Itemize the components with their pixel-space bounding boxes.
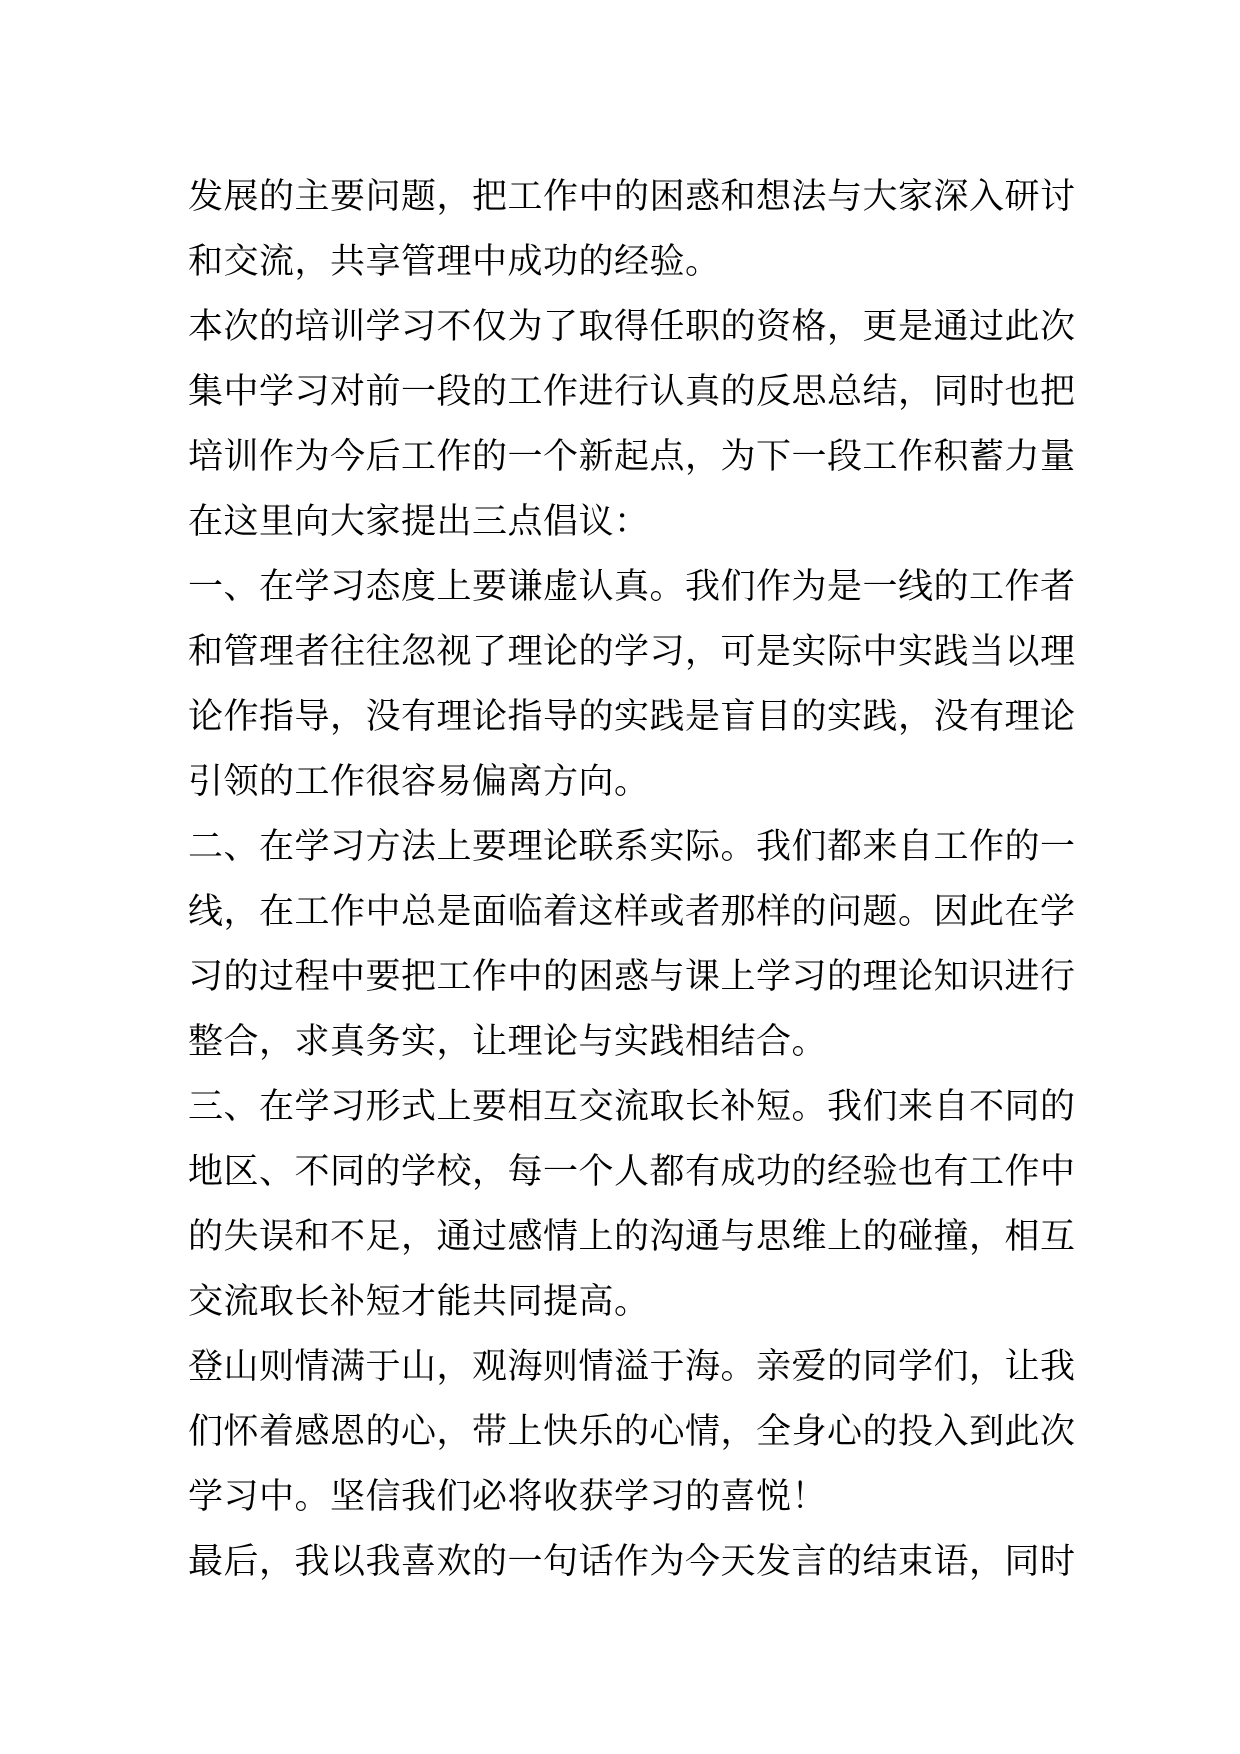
text-line: 二、在学习方法上要理论联系实际。我们都来自工作的一 <box>188 827 1076 867</box>
text-line: 论作指导，没有理论指导的实践是盲目的实践，没有理论 <box>188 697 1076 737</box>
text-line: 一、在学习态度上要谦虚认真。我们作为是一线的工作者 <box>188 567 1076 607</box>
text-line: 发展的主要问题，把工作中的困惑和想法与大家深入研讨 <box>188 177 1076 217</box>
text-line: 引领的工作很容易偏离方向。 <box>188 762 650 802</box>
text-line: 线，在工作中总是面临着这样或者那样的问题。因此在学 <box>188 892 1076 932</box>
text-line: 交流取长补短才能共同提高。 <box>188 1282 650 1322</box>
text-line: 地区、不同的学校，每一个人都有成功的经验也有工作中 <box>188 1152 1076 1192</box>
text-line: 登山则情满于山，观海则情溢于海。亲爱的同学们，让我 <box>188 1347 1076 1387</box>
text-line: 本次的培训学习不仅为了取得任职的资格，更是通过此次 <box>188 307 1076 347</box>
text-line: 集中学习对前一段的工作进行认真的反思总结，同时也把 <box>188 372 1076 412</box>
text-line: 和交流，共享管理中成功的经验。 <box>188 242 721 282</box>
text-line: 习的过程中要把工作中的困惑与课上学习的理论知识进行 <box>188 957 1076 997</box>
document-body <box>188 165 1076 1595</box>
text-line: 的失误和不足，通过感情上的沟通与思维上的碰撞，相互 <box>188 1217 1076 1257</box>
text-line: 在这里向大家提出三点倡议： <box>188 502 650 542</box>
text-line: 们怀着感恩的心，带上快乐的心情，全身心的投入到此次 <box>188 1412 1076 1452</box>
text-line: 最后，我以我喜欢的一句话作为今天发言的结束语，同时 <box>188 1542 1076 1582</box>
text-line: 三、在学习形式上要相互交流取长补短。我们来自不同的 <box>188 1087 1076 1127</box>
text-line: 学习中。坚信我们必将收获学习的喜悦！ <box>188 1477 828 1517</box>
text-line: 和管理者往往忽视了理论的学习，可是实际中实践当以理 <box>188 632 1076 672</box>
text-line: 整合，求真务实，让理论与实践相结合。 <box>188 1022 828 1062</box>
text-line: 培训作为今后工作的一个新起点，为下一段工作积蓄力量 <box>188 437 1076 477</box>
